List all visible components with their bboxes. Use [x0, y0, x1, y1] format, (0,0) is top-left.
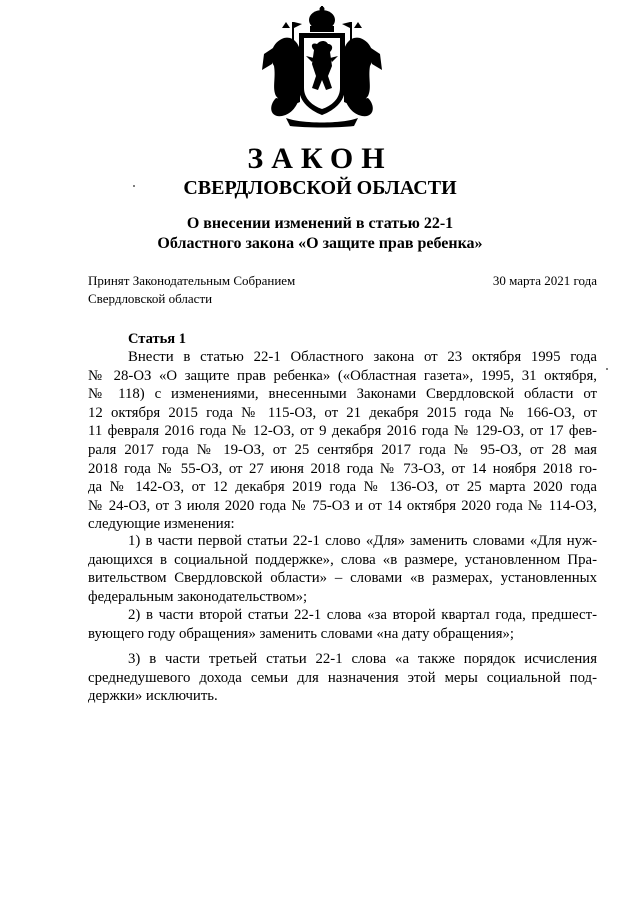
text-line: 1) в части первой статьи 22-1 слово «Для» заменить словами «Для нуж- — [128, 533, 597, 549]
text-line: № 28-ОЗ «О защите прав ребенка» («Областная газета», 1995, 31 октября, — [88, 367, 597, 384]
law-subtitle-line-2: Областного закона «О защите прав ребенка» — [157, 235, 483, 252]
text-line: следующие изменения: — [88, 516, 235, 533]
article-item-1 — [88, 532, 597, 606]
text-line: 2) в части второй статьи 22-1 слова «за второй квартал года, предшест- — [128, 607, 597, 623]
text-line: № 118) с изменениями, внесенными Законами Свердловской области от — [88, 386, 597, 403]
text-line: держки» исключить. — [88, 688, 218, 705]
text-line: вующего году обращения» заменить словами «на дату обращения»; — [88, 625, 515, 642]
text-line: № 24-ОЗ, от 3 июля 2020 года № 75-ОЗ и от 14 октября 2020 года № 114-ОЗ, — [88, 497, 597, 514]
text-line: 11 февраля 2016 года № 12-ОЗ, от 9 декабря 2016 года № 129-ОЗ, от 17 фев- — [88, 423, 597, 440]
text-line: да № 142-ОЗ, от 12 декабря 2019 года № 136-ОЗ, от 25 марта 2020 года — [88, 479, 597, 496]
scan-speck — [133, 185, 135, 187]
article-paragraph-intro — [88, 348, 597, 534]
text-line: вительством Свердловской области» – словами «в размерах, установленных — [88, 570, 597, 587]
article-heading: Статья 1 — [128, 331, 186, 347]
text-line: 2018 года № 55-ОЗ, от 27 июня 2018 года № 73-ОЗ, от 14 ноября 2018 го- — [88, 460, 597, 477]
article-item-3 — [88, 650, 597, 706]
text-line: среднедушевого дохода семьи для назначения этой меры социальной под- — [88, 669, 597, 686]
coat-of-arms-emblem — [262, 6, 382, 128]
text-line: федеральным законодательством»; — [88, 588, 308, 605]
article-item-2 — [88, 606, 597, 643]
adoption-info — [88, 272, 295, 308]
text-line: 3) в части третьей статьи 22-1 слова «а также порядок исчисления — [128, 651, 597, 667]
region-title: СВЕРДЛОВСКОЙ ОБЛАСТИ — [183, 177, 457, 199]
adoption-date: 30 марта 2021 года — [492, 273, 597, 288]
law-subtitle-line-1: О внесении изменений в статью 22-1 — [186, 215, 454, 232]
text-line: раля 2017 года № 19-ОЗ, от 25 сентября 2017 года № 95-ОЗ, от 28 мая — [88, 441, 597, 458]
law-title: ЗАКОН — [247, 142, 393, 175]
text-line: 12 октября 2015 года № 115-ОЗ, от 21 декабря 2015 года № 166-ОЗ, от — [88, 404, 597, 421]
text-line: Внести в статью 22-1 Областного закона от 23 октября 1995 года — [128, 349, 597, 365]
adoption-line-2: Свердловской области — [88, 291, 213, 306]
text-line: дающихся в социальной поддержке», слова «в размере, установленном Пра- — [88, 551, 597, 568]
scan-speck — [606, 368, 608, 370]
adoption-line-1: Принят Законодательным Собранием — [88, 273, 296, 288]
